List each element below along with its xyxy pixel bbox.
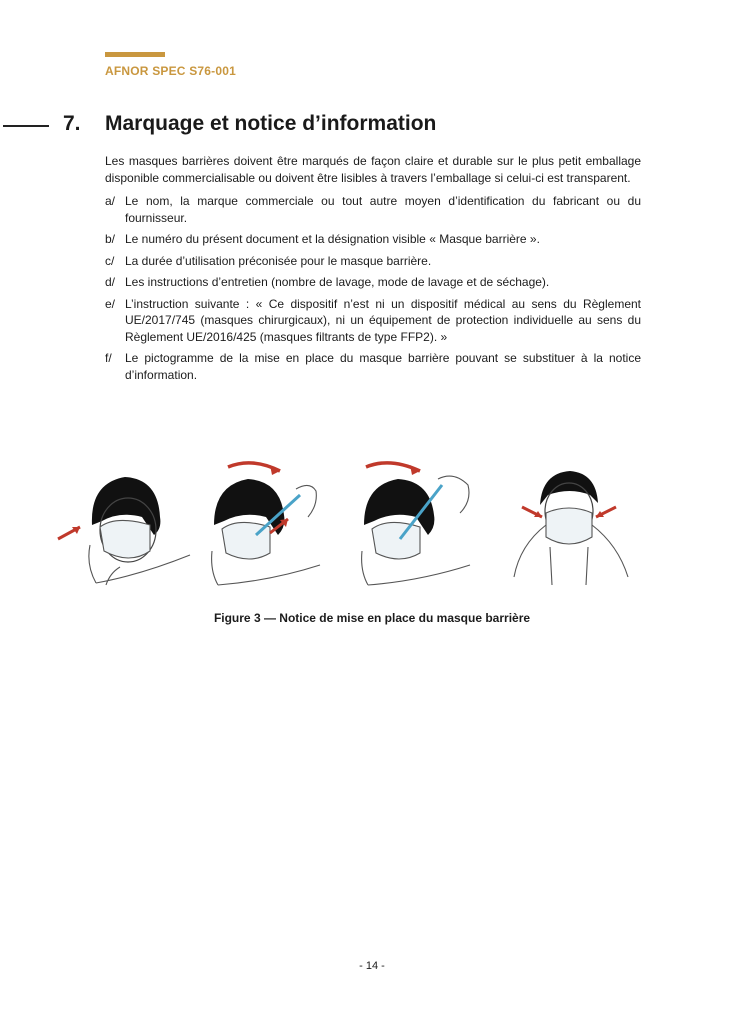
list-item-letter: a/ <box>105 194 116 208</box>
page-number: - 14 - <box>359 960 385 972</box>
list-item-letter: d/ <box>105 275 116 289</box>
section-title: Marquage et notice d’information <box>105 112 437 135</box>
list-item-text: Le nom, la marque commerciale ou tout autre moyen d’identification du fabricant ou du fournisseur. <box>125 194 641 225</box>
list-item-text: L’instruction suivante : « Ce dispositif n’est ni un dispositif médical au sens du Règlement UE/2017/745 (masques chirurgicaux), ni un équipement de protection individuelle au sens du Règlement UE/2016/425 (masques filtrants de type FFP2). » <box>125 296 641 344</box>
list-item <box>105 253 641 270</box>
list-item-letter: f/ <box>105 351 112 365</box>
figure-step-3-illustration <box>350 455 500 590</box>
list-item-text: La durée d’utilisation préconisée pour le masque barrière. <box>125 253 432 268</box>
section-number: 7. <box>63 112 81 135</box>
requirements-list <box>105 193 641 388</box>
list-item <box>105 350 641 383</box>
figure-step-2-illustration <box>200 455 350 590</box>
list-item-letter: e/ <box>105 296 116 311</box>
list-item <box>105 231 641 248</box>
mask-fitting-figure <box>50 455 650 590</box>
figure-step-4-illustration <box>500 455 650 590</box>
document-reference: AFNOR SPEC S76-001 <box>105 64 236 78</box>
figure-caption: Figure 3 — Notice de mise en place du masque barrière <box>213 611 531 625</box>
list-item <box>105 274 641 291</box>
header-accent-bar <box>105 52 165 57</box>
list-item <box>105 193 641 226</box>
figure-step-1-illustration <box>50 455 200 590</box>
list-item-text: Les instructions d’entretien (nombre de lavage, mode de lavage et de séchage). <box>125 275 550 289</box>
list-item <box>105 296 641 346</box>
list-item-text: Le pictogramme de la mise en place du masque barrière pouvant se substituer à la notice d’information. <box>125 351 641 382</box>
list-item-letter: c/ <box>105 253 115 268</box>
list-item-text: Le numéro du présent document et la désignation visible « Masque barrière ». <box>125 232 540 246</box>
intro-paragraph: Les masques barrières doivent être marqués de façon claire et durable sur le plus petit emballage disponible commercialisable ou doivent être lisibles à travers l’emballage si celui-ci est transparent. <box>105 154 641 185</box>
list-item-letter: b/ <box>105 232 116 246</box>
section-rule <box>3 125 49 127</box>
